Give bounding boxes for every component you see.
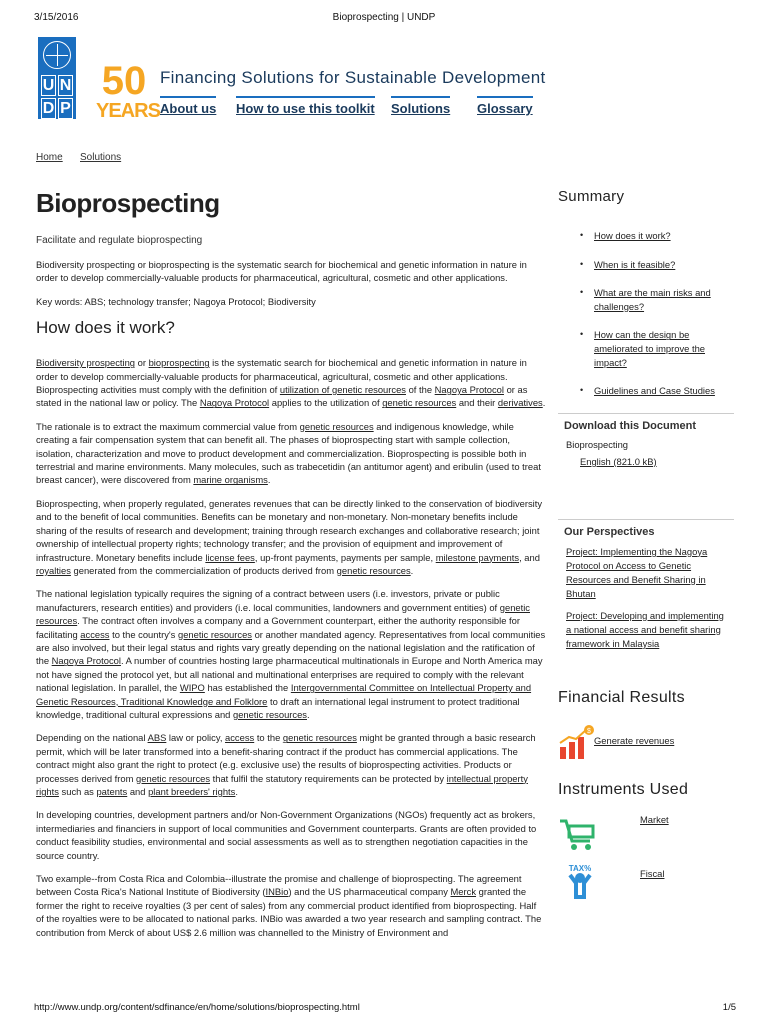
logo-letter: D — [42, 100, 55, 117]
text-run: and their — [456, 397, 498, 409]
nav-glossary[interactable]: Glossary — [477, 96, 533, 116]
logo-letter: N — [59, 77, 72, 94]
main-content — [36, 188, 546, 949]
inline-link[interactable]: ABS — [147, 732, 167, 744]
instrument-item — [558, 863, 734, 907]
anniversary-word: YEARS — [96, 100, 160, 122]
perspective-link[interactable]: Project: Implementing the Nagoya Protocol on Access to Genetic Resources and Benefit Sharing in Bhutan — [566, 545, 708, 599]
text-run: such as — [58, 786, 97, 797]
text-run: . A number of countries hosting large pharmaceutical multinationals in Europe and North America may not have signed the protocol yet, but all national and multinational enterprises are required to comply with the relevant national legislation. In parallel, the — [36, 655, 543, 694]
summary-item: • What are the main risks and challenges? — [558, 286, 734, 313]
text-run: Depending on the national — [36, 732, 148, 744]
inline-link[interactable]: WIPO — [179, 682, 205, 694]
financial-results-heading: Financial Results — [558, 688, 685, 706]
inline-link[interactable]: intellectual property rights — [36, 772, 528, 797]
summary-item: • How does it work? — [558, 229, 734, 243]
page-subtitle: Facilitate and regulate bioprospecting — [36, 235, 203, 246]
inline-link[interactable]: Intergovernmental Committee on Intellectual Property and Genetic Resources, Traditional Knowledge and Folklore — [36, 682, 532, 707]
tax-person-icon — [562, 863, 598, 903]
instrument-market-link[interactable]: Market — [640, 813, 669, 825]
section-heading: How does it work? — [36, 318, 175, 338]
print-date: 3/15/2016 — [34, 12, 79, 23]
text-run: ) and the US pharmaceutical company — [288, 886, 451, 898]
inline-link[interactable]: royalties — [36, 564, 71, 576]
text-run: and — [127, 786, 149, 797]
text-run: or — [135, 357, 149, 369]
un-emblem-icon — [43, 41, 71, 69]
text-run: to draft an international legal instrument to protect traditional knowledge, traditional cultural expressions and — [36, 695, 520, 720]
print-header — [0, 0, 768, 22]
breadcrumb-solutions[interactable]: Solutions — [80, 152, 122, 163]
inline-link[interactable]: license fees — [205, 551, 255, 563]
inline-link[interactable]: bioprospecting — [148, 357, 210, 369]
inline-link[interactable]: genetic resources — [299, 420, 374, 432]
text-run: has established the — [204, 682, 291, 694]
summary-item: • How can the design be ameliorated to improve the impact? — [558, 328, 734, 369]
nav-solutions[interactable]: Solutions — [391, 96, 450, 116]
summary-heading: Summary — [558, 188, 625, 205]
text-run: or as stated in the national law or policy. The — [36, 384, 528, 409]
text-run: might be granted through a basic research permit, which will be later transformed into a benefit-sharing contract if the product has commercial applications. The contract might also grant the right to protect (e.g. exclusive use) the results of bioprospecting activities. Products or processes derived from — [36, 732, 536, 784]
text-run: . — [267, 474, 271, 486]
inline-link[interactable]: Nagoya Protocol — [199, 397, 270, 409]
paragraph — [36, 497, 546, 577]
undp-logo[interactable] — [38, 37, 76, 119]
perspectives-box — [558, 519, 734, 651]
text-run: or another mandated agency. Representatives from local communities are also involved, but their legal status and rights vary greatly depending on the national legislation and the ratification of the — [36, 628, 546, 667]
inline-link[interactable]: plant breeders' rights — [148, 786, 236, 797]
inline-link[interactable]: Nagoya Protocol — [51, 655, 121, 667]
inline-link[interactable]: genetic resources — [382, 397, 457, 409]
print-page-number: 1/5 — [722, 1002, 736, 1013]
inline-link[interactable]: Biodiversity prospecting — [36, 357, 136, 369]
text-run: , and — [519, 551, 540, 563]
summary-item: • Guidelines and Case Studies — [558, 384, 734, 398]
logo-letter: U — [42, 77, 55, 94]
inline-link[interactable]: INBio — [265, 886, 289, 898]
text-run: Bioprospecting, when properly regulated, generates revenues that can be directly linked to the conservation of biodiversity and to the benefit of local communities. Benefits can be monetary and non-monetary. Non-monetary benefits include sharing of the results of research and development; training through research exchanges and collaborative research; joint ownership of intellectual property rights; technology transfer; and the provision of equipment and improvement of infrastructure. Monetary benefits include — [36, 497, 543, 563]
inline-link[interactable]: derivatives — [497, 397, 543, 409]
inline-link[interactable]: marine organisms — [193, 474, 268, 486]
text-run: . — [307, 708, 310, 720]
text-run: to the — [254, 732, 283, 744]
page-title: Bioprospecting — [36, 188, 220, 218]
inline-link[interactable]: access — [80, 628, 110, 640]
print-footer — [0, 994, 768, 1024]
text-run: . The contract often involves a company and a Government counterpart, either the authority responsible for facilitating — [36, 615, 520, 640]
text-run: . — [542, 397, 546, 409]
summary-item: • When is it feasible? — [558, 258, 734, 272]
text-run: granted the former the right to receive royalties (3 per cent of sales) from any commercial product identified from bioprospecting. Half of the royalties were to be allocated to national parks. INBio was awarded a two year research and sampling contract. The contribution from Merck of about US$ 2.6 million was channelled to the Ministry of Environment and — [36, 886, 542, 938]
text-run: generated from the commercialization of products derived from — [70, 564, 337, 576]
inline-link[interactable]: milestone payments — [435, 551, 520, 563]
svg-text:$: $ — [587, 727, 591, 735]
print-url: http://www.undp.org/content/sdfinance/en/home/solutions/bioprospecting.html — [34, 1002, 360, 1013]
inline-link[interactable]: genetic resources — [177, 628, 252, 640]
tax-label: TAX% — [568, 863, 592, 873]
nav-about-us[interactable]: About us — [160, 96, 216, 116]
financial-item — [558, 725, 734, 765]
perspective-link[interactable]: Project: Developing and implementing a national access and benefit sharing framework in Malaysia — [566, 609, 724, 649]
text-run: is the systematic search for biochemical and genetic information in nature in order to develop commercially-valuable products for pharmaceutical, agricultural, cosmetic and other applications. Bioprospecting activities must comply with the definition of — [36, 357, 527, 396]
text-run: law or policy, — [166, 732, 226, 744]
instruments-heading: Instruments Used — [558, 780, 689, 798]
perspectives-heading: Our Perspectives — [564, 525, 655, 538]
text-run: . — [410, 564, 414, 576]
inline-link[interactable]: access — [225, 732, 255, 744]
text-run: The national legislation typically requires the signing of a contract between users (i.e. investors, private or public manufacturers, research entities) and providers (i.e. local communities, landowners and government entities) of — [36, 588, 500, 613]
text-run: . — [235, 786, 238, 797]
download-english-link[interactable]: English (821.0 kB) — [580, 455, 657, 467]
print-title: Bioprospecting | UNDP — [332, 12, 436, 23]
paragraph: In developing countries, development partners and/or Non-Government Organizations (NGOs) frequently act as brokers, intermediaries and financiers in support of local communities and Government counterparts. Grants are often provided to conduct feasibility studies, environmental and social assessments as well as to strengthen negotiation capacities in the source country. — [36, 809, 537, 861]
intro-paragraph: Biodiversity prospecting or bioprospecting is the systematic search for biochemical and genetic information in nature in order to develop commercially-valuable products for pharmaceutical, agricultural, cosmetic and other applications. — [36, 259, 527, 284]
download-box — [558, 413, 734, 469]
text-run: Two example--from Costa Rica and Colombia--illustrate the promise and challenge of bioprospecting. The agreement between Costa Rica's National Institute of Biodiversity ( — [36, 873, 522, 898]
text-run: , up-front payments, payments per sample, — [254, 551, 436, 563]
nav-how-to-use[interactable]: How to use this toolkit — [236, 96, 375, 116]
inline-link[interactable]: genetic resources — [233, 708, 307, 720]
keywords: Key words: ABS; technology transfer; Nagoya Protocol; Biodiversity — [36, 295, 316, 307]
generate-revenues-link[interactable]: Generate revenues — [594, 734, 675, 746]
text-run: and indigenous knowledge, while creating a fair compensation system that can benefit all. The phases of bioprospecting start with sample collection, isolation, characterization and move to product development and commercialization. Bioprospecting is possible both in terrestrial and marine environments. Many molecules, such as trabecetidin (an antitumor agent) and eribulin (used to treat breast cancer), were discovered from — [36, 420, 541, 486]
inline-link[interactable]: genetic resources — [36, 601, 530, 627]
50-years-logo — [96, 59, 160, 122]
paragraph — [36, 731, 546, 798]
paragraph — [36, 587, 546, 721]
sidebar — [558, 188, 734, 907]
text-run: of the — [405, 384, 435, 396]
download-heading: Download this Document — [564, 419, 696, 432]
paragraph — [36, 420, 546, 487]
breadcrumb-home[interactable]: Home — [36, 152, 63, 163]
text-run: The rationale is to extract the maximum commercial value from — [36, 420, 300, 432]
inline-link[interactable]: Merck — [450, 886, 477, 898]
text-run: applies to the utilization of — [269, 397, 383, 409]
inline-link[interactable]: utilization of genetic resources — [279, 384, 406, 396]
site-title[interactable]: Financing Solutions for Sustainable Development — [160, 68, 546, 87]
anniversary-number: 50 — [101, 59, 147, 103]
inline-link[interactable]: patents — [96, 786, 128, 797]
revenue-chart-icon — [558, 725, 594, 759]
text-run: to the country's — [109, 628, 178, 640]
inline-link[interactable]: genetic resources — [336, 564, 411, 576]
logo-letter: P — [58, 98, 73, 119]
paragraph — [36, 356, 546, 410]
text-run: that fulfil the statutory requirements can be protected by — [210, 772, 447, 784]
paragraph — [36, 872, 546, 939]
shopping-cart-icon — [558, 817, 598, 853]
inline-link[interactable]: Nagoya Protocol — [434, 384, 504, 396]
inline-link[interactable]: genetic resources — [282, 732, 357, 744]
instrument-item — [558, 811, 734, 855]
inline-link[interactable]: genetic resources — [136, 772, 211, 784]
download-doc-name: Bioprospecting — [566, 438, 629, 450]
summary-list — [558, 229, 734, 398]
instrument-fiscal-link[interactable]: Fiscal — [640, 867, 665, 879]
